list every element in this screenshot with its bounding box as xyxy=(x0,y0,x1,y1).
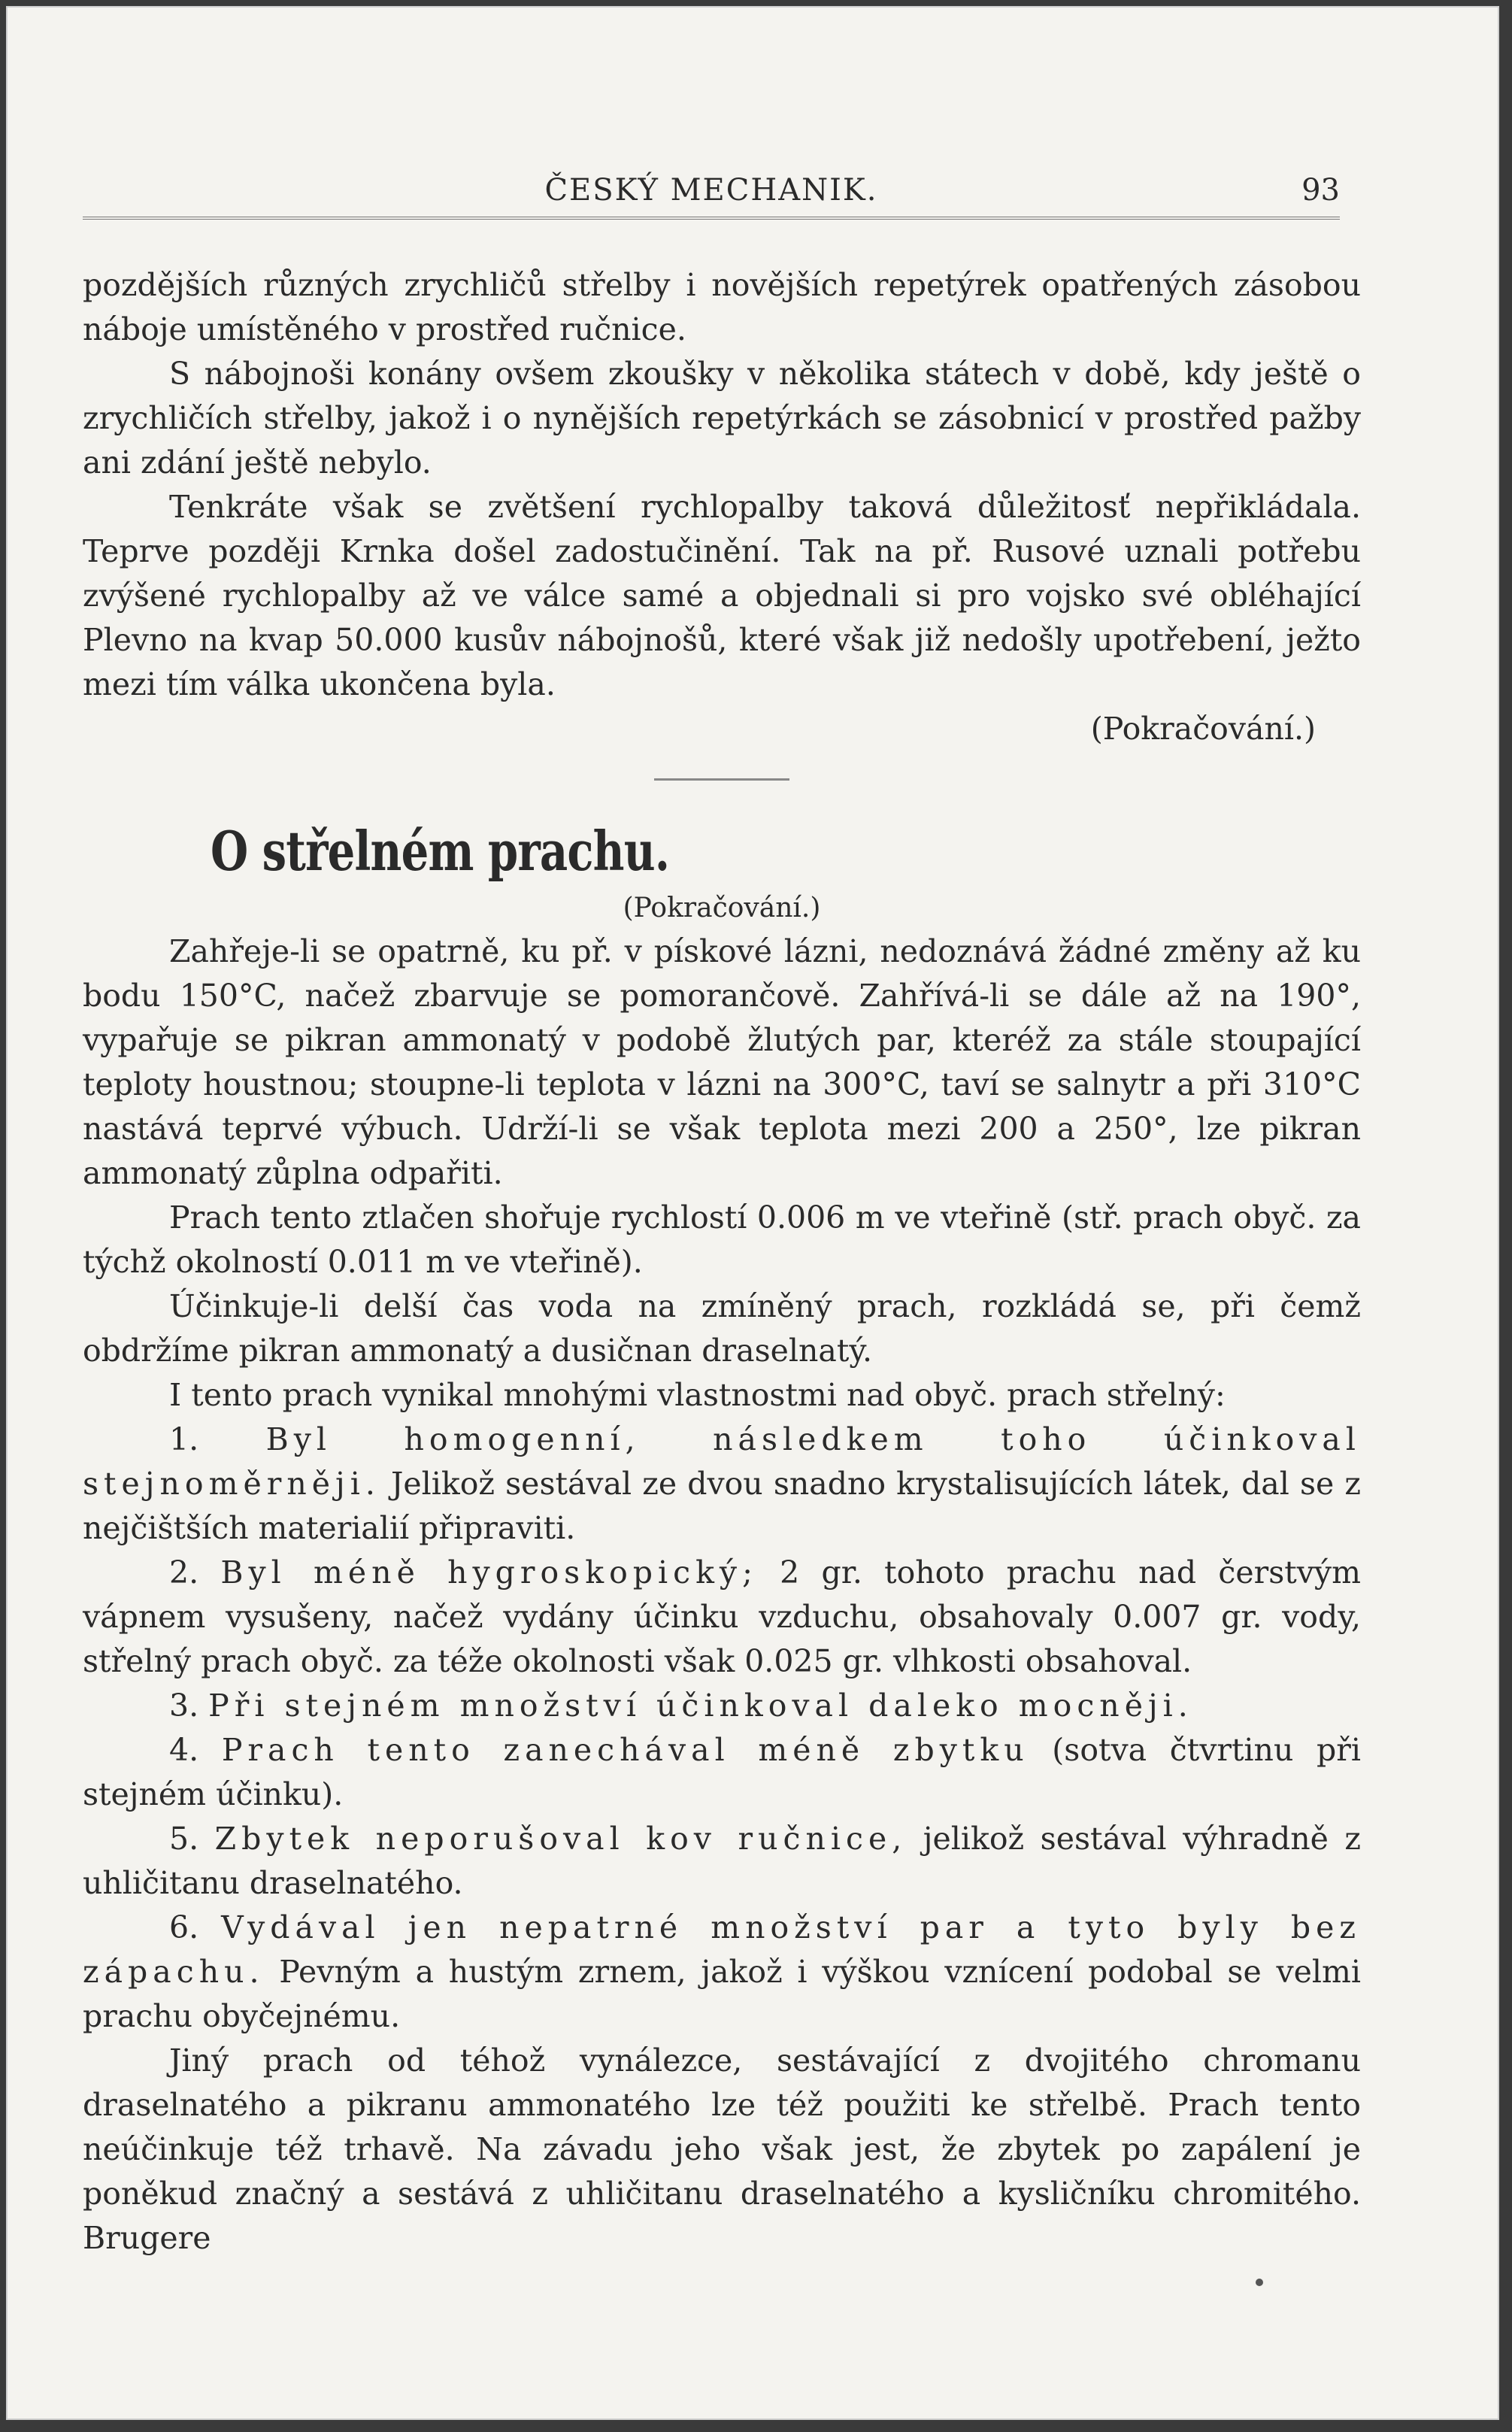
list-item-3 xyxy=(83,1684,1361,1728)
list-item-4 xyxy=(83,1728,1361,1817)
list-item-6 xyxy=(83,1906,1361,2039)
document-page xyxy=(6,6,1499,2420)
list-item-emphasis: Prach tento zanechával méně zbytku xyxy=(221,1732,1029,1768)
list-item-text: (sotva čtvrtinu při stejném účinku). xyxy=(83,1732,1361,1812)
list-item-emphasis: Zbytek neporušoval kov ručnice, xyxy=(214,1821,908,1857)
list-item-number: 5. xyxy=(169,1821,199,1857)
article-subtitle: (Pokračování.) xyxy=(623,893,821,923)
article-paragraph-1: Zahřeje-li se opatrně, ku př. v pískové lázni, nedoznává žádné změny až ku bodu 150°C, načež zbarvuje se pomorančově. Zahřívá-li se dále až na 190°, vypařuje se pikran ammonatý v podobě žlutých par, kteréž za stále stoupající teploty houstnou; stoupne-li teplota v lázni na 300°C, taví se salnytr a při 310°C nastává teprvé výbuch. Udrží-li se však teplota mezi 200 a 250°, lze pikran ammonatý zůplna odpařiti. xyxy=(83,933,1361,1191)
article-paragraph-4: I tento prach vynikal mnohými vlastnostmi nad obyč. prach střelný: xyxy=(169,1377,1226,1413)
list-item-emphasis: Byl méně hygroskopický; xyxy=(220,1554,758,1591)
article-paragraph-2: Prach tento ztlačen shořuje rychlostí 0.006 m ve vteřině (stř. prach obyč. za týchž okolností 0.011 m ve vteřině). xyxy=(83,1199,1361,1280)
list-item-number: 6. xyxy=(169,1909,199,1945)
list-item-emphasis: Vydával jen nepatrné množství par a tyto byly bez zápachu. xyxy=(83,1909,1361,1990)
article-paragraph-3: Účinkuje-li delší čas voda na zmíněný prach, rozkládá se, při čemž obdržíme pikran ammonatý a dusičnan draselnatý. xyxy=(83,1288,1361,1369)
page-body xyxy=(83,263,1361,2261)
continued-note: (Pokračování.) xyxy=(1090,711,1316,747)
running-title: ČESKÝ MECHANIK. xyxy=(544,173,878,208)
closing-paragraph: Jiný prach od téhož vynálezce, sestávající z dvojitého chromanu draselnatého a pikranu ammonatého lze též použiti ke střelbě. Prach tento neúčinkuje též trhavě. Na závadu jeho však jest, že zbytek po zapálení je poněkud značný a sestává z uhličitanu draselnatého a kysličníku chromitého. Brugere xyxy=(83,2042,1361,2256)
page-header xyxy=(83,173,1340,218)
prev-paragraph-2: S nábojnoši konány ovšem zkoušky v několika státech v době, kdy ještě o zrychličích střelby, jakož i o nynějších repetýrkách se zásobnicí v prostřed pažby ani zdání ještě nebylo. xyxy=(83,356,1361,481)
list-item-emphasis: Při stejném množství účinkoval daleko mocněji. xyxy=(208,1688,1193,1724)
prev-paragraph-1: pozdějších různých zrychličů střelby i novějších repetýrek opatřených zásobou náboje umístěného v prostřed ručnice. xyxy=(83,267,1361,347)
list-item-number: 3. xyxy=(169,1688,199,1724)
page-number: 93 xyxy=(1301,173,1340,208)
list-item-text: jelikož sestával výhradně z uhličitanu draselnatého. xyxy=(83,1821,1361,1901)
list-item-1 xyxy=(83,1418,1361,1551)
list-item-emphasis: Byl homogenní, následkem toho účinkoval stejnoměrněji. xyxy=(83,1421,1361,1502)
list-item-2 xyxy=(83,1551,1361,1684)
list-item-number: 1. xyxy=(169,1421,199,1457)
article-title: O střelném prachu. xyxy=(211,819,670,883)
section-separator xyxy=(654,778,789,781)
list-item-text: Jelikož sestával ze dvou snadno krystalisujících látek, dal se z nejčištších materialií připraviti. xyxy=(83,1466,1361,1546)
list-item-text: Pevným a hustým zrnem, jakož i výškou vznícení podobal se velmi prachu obyčejnému. xyxy=(83,1954,1361,2034)
header-rule xyxy=(83,217,1340,220)
prev-paragraph-3: Tenkráte však se zvětšení rychlopalby taková důležitosť nepřikládala. Teprve později Krnka došel zadostučinění. Tak na př. Rusové uznali potřebu zvýšené rychlopalby až ve válce samé a objednali si pro vojsko své obléhající Plevno na kvap 50.000 kusův nábojnošů, které však již nedošly upotřebení, ježto mezi tím válka ukončena byla. xyxy=(83,489,1361,702)
list-item-text: 2 gr. tohoto prachu nad čerstvým vápnem vysušeny, načež vydány účinku vzduchu, obsahovaly 0.007 gr. vody, střelný prach obyč. za téže okolnosti však 0.025 gr. vlhkosti obsahoval. xyxy=(83,1554,1361,1679)
list-item-5 xyxy=(83,1817,1361,1906)
list-item-number: 2. xyxy=(169,1554,199,1591)
list-item-number: 4. xyxy=(169,1732,199,1768)
footer-mark xyxy=(1256,2279,1263,2286)
